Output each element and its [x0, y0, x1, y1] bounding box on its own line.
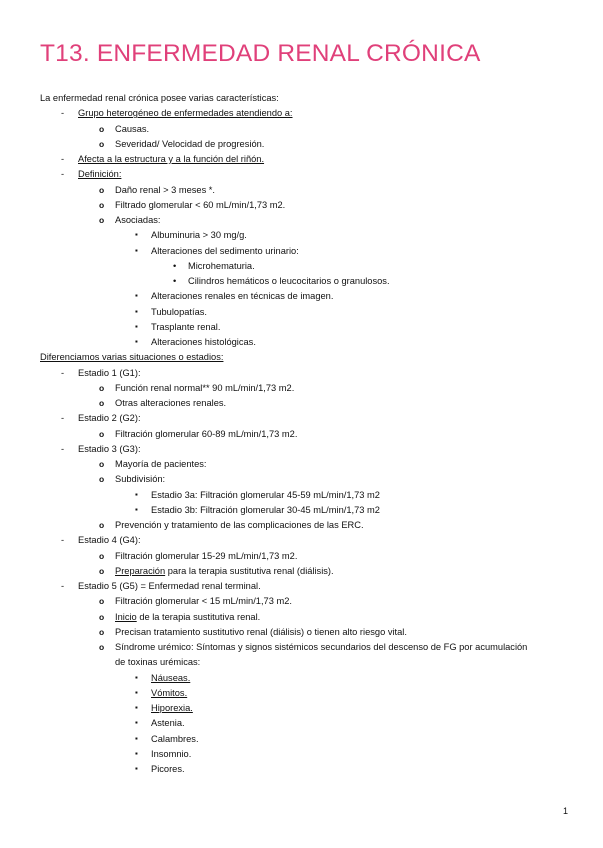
outline-line-level-1 — [61, 580, 261, 592]
outline-text: La enfermedad renal crónica posee varias características: — [40, 93, 279, 103]
outline-text: para la terapia sustitutiva renal (diálisis). — [167, 565, 334, 576]
outline-line-level-3 — [135, 748, 192, 760]
dash-bullet-icon: - — [61, 581, 65, 591]
outline-line-level-2 — [115, 656, 200, 668]
outline-text: Estadio 3 (G3): — [78, 443, 141, 454]
outline-text: Trasplante renal. — [151, 321, 221, 332]
outline-text: Estadio 3a: Filtración glomerular 45-59 mL/min/1,73 m2 — [151, 489, 380, 500]
outline-text: Otras alteraciones renales. — [115, 398, 227, 408]
dash-bullet-icon: - — [61, 413, 65, 424]
outline-line-level-2 — [99, 397, 227, 409]
outline-text: Filtración glomerular 60-89 mL/min/1,73 m2. — [115, 428, 298, 439]
circle-bullet-icon: o — [99, 184, 105, 195]
dash-bullet-icon: - — [61, 154, 65, 164]
square-bullet-icon: ▪ — [135, 306, 138, 316]
outline-line-level-3 — [135, 321, 221, 333]
outline-text: Alteraciones renales en técnicas de imagen. — [151, 291, 334, 302]
outline-line-level-2 — [99, 595, 292, 607]
outline-text: Afecta a la estructura y a la función del riñón. — [78, 154, 265, 164]
outline-text: Filtración glomerular 15-29 mL/min/1,73 m2. — [115, 550, 298, 561]
outline-line-level-3 — [135, 702, 193, 714]
outline-line-level-3 — [135, 504, 380, 516]
outline-line-level-2 — [99, 611, 261, 623]
outline-line-level-3 — [135, 733, 199, 745]
circle-bullet-icon: o — [99, 199, 105, 210]
outline-text: Estadio 3b: Filtración glomerular 30-45 mL/min/1,73 m2 — [151, 504, 380, 515]
dash-bullet-icon: - — [61, 169, 65, 180]
circle-bullet-icon: o — [99, 428, 105, 439]
square-bullet-icon: ▪ — [135, 504, 138, 514]
outline-text: Tubulopatías. — [151, 306, 207, 317]
outline-line-level-2 — [99, 199, 286, 211]
outline-line-level-3 — [135, 290, 334, 302]
outline-line-level-3 — [135, 687, 188, 699]
outline-text: Picores. — [151, 764, 185, 774]
dash-bullet-icon: - — [61, 367, 65, 378]
circle-bullet-icon: o — [99, 138, 105, 149]
dash-bullet-icon: - — [61, 535, 65, 546]
outline-line-level-2 — [99, 473, 166, 485]
outline-line-level-2 — [99, 428, 298, 440]
outline-line-level-2 — [99, 641, 528, 653]
outline-text: Insomnio. — [151, 748, 192, 759]
outline-text: de toxinas urémicas: — [115, 657, 201, 668]
outline-line-level-3 — [135, 229, 247, 241]
outline-text: Diferenciamos varias situaciones o estadios: — [40, 352, 224, 363]
outline-line-level-3 — [135, 763, 185, 775]
outline-line-level-3 — [135, 306, 207, 318]
outline-line-level-1 — [61, 153, 265, 165]
circle-bullet-icon: o — [99, 215, 105, 225]
circle-bullet-icon: o — [99, 642, 105, 652]
outline-line-level-0 — [40, 92, 279, 104]
outline-line-level-2 — [99, 550, 298, 562]
outline-line-level-2 — [99, 565, 334, 577]
outline-text: Cilindros hemáticos o leucocitarios o granulosos. — [188, 276, 390, 286]
outline-text: Astenia. — [151, 718, 185, 729]
outline-line-level-2 — [99, 123, 150, 135]
underlined-lead: Inicio — [115, 611, 137, 622]
outline-text: Filtrado glomerular < 60 mL/min/1,73 m2. — [115, 199, 286, 210]
outline-line-level-3 — [135, 245, 299, 257]
outline-text: Severidad/ Velocidad de progresión. — [115, 138, 265, 149]
outline-line-level-3 — [135, 336, 256, 348]
outline-line-level-1 — [61, 367, 141, 379]
square-bullet-icon: ▪ — [135, 687, 138, 697]
outline-text: Causas. — [115, 123, 150, 134]
underlined-lead: Preparación — [115, 565, 166, 576]
circle-bullet-icon: o — [99, 565, 105, 576]
outline-text: Microhematuria. — [188, 260, 255, 271]
outline-text: Estadio 2 (G2): — [78, 413, 141, 424]
square-bullet-icon: ▪ — [135, 245, 138, 255]
outline-line-level-1 — [61, 443, 141, 455]
circle-bullet-icon: o — [99, 626, 105, 637]
outline-text: Albuminuria > 30 mg/g. — [151, 230, 247, 241]
outline-text: Daño renal > 3 meses *. — [115, 184, 215, 195]
outline-line-level-2 — [99, 626, 407, 638]
outline-line-level-4 — [173, 260, 255, 272]
outline-text: Asociadas: — [115, 215, 161, 225]
circle-bullet-icon: o — [99, 596, 105, 607]
outline-text: Vómitos. — [151, 687, 188, 698]
outline-line-level-0 — [40, 351, 223, 363]
outline-text: Función renal normal** 90 mL/min/1,73 m2. — [115, 382, 295, 393]
outline-text: Alteraciones del sedimento urinario: — [151, 245, 299, 256]
circle-bullet-icon: o — [99, 520, 105, 530]
dash-bullet-icon: - — [61, 443, 65, 454]
circle-bullet-icon: o — [99, 398, 105, 408]
outline-line-level-1 — [61, 107, 293, 119]
outline-line-level-2 — [99, 184, 215, 196]
page-title: T13. ENFERMEDAD RENAL CRÓNICA — [40, 40, 481, 67]
outline-text: Síndrome urémico: Síntomas y signos sistémicos secundarios del descenso de FG por acumulación — [115, 642, 528, 652]
square-bullet-icon: ▪ — [135, 748, 138, 758]
outline-line-level-2 — [99, 519, 364, 531]
outline-text: de la terapia sustitutiva renal. — [139, 611, 261, 622]
square-bullet-icon: ▪ — [135, 230, 138, 240]
outline-line-level-1 — [61, 534, 141, 546]
dot-bullet-icon: • — [173, 260, 177, 271]
outline-line-level-3 — [135, 672, 191, 684]
outline-text: Estadio 4 (G4): — [78, 535, 141, 546]
outline-text: Alteraciones histológicas. — [151, 337, 256, 347]
outline-line-level-3 — [135, 489, 380, 501]
square-bullet-icon: ▪ — [135, 337, 138, 346]
outline-text: Precisan tratamiento sustitutivo renal (diálisis) o tienen alto riesgo vital. — [115, 626, 407, 637]
outline-line-level-2 — [99, 214, 161, 226]
circle-bullet-icon: o — [99, 550, 105, 561]
square-bullet-icon: ▪ — [135, 733, 138, 743]
outline-text: Subdivisión: — [115, 474, 166, 485]
outline-text: Estadio 5 (G5) = Enfermedad renal terminal. — [78, 581, 261, 591]
outline-text: Prevención y tratamiento de las complicaciones de las ERC. — [115, 520, 364, 530]
outline-line-level-1 — [61, 412, 141, 424]
outline-line-level-2 — [99, 382, 295, 394]
dot-bullet-icon: • — [173, 276, 177, 286]
circle-bullet-icon: o — [99, 474, 105, 485]
outline-text: Mayoría de pacientes: — [115, 459, 207, 469]
square-bullet-icon: ▪ — [135, 291, 138, 301]
outline-line-level-2 — [99, 138, 265, 150]
square-bullet-icon: ▪ — [135, 489, 138, 499]
circle-bullet-icon: o — [99, 459, 105, 469]
outline-text: Estadio 1 (G1): — [78, 367, 141, 378]
outline-line-level-1 — [61, 168, 122, 180]
outline-text: Hiporexia. — [151, 703, 193, 713]
circle-bullet-icon: o — [99, 611, 105, 622]
square-bullet-icon: ▪ — [135, 718, 138, 728]
square-bullet-icon: ▪ — [135, 764, 138, 773]
outline-text: Filtración glomerular < 15 mL/min/1,73 m2. — [115, 596, 292, 607]
square-bullet-icon: ▪ — [135, 672, 138, 682]
circle-bullet-icon: o — [99, 382, 105, 393]
square-bullet-icon: ▪ — [135, 703, 138, 712]
page-number: 1 — [562, 806, 568, 816]
circle-bullet-icon: o — [99, 123, 105, 134]
outline-line-level-2 — [99, 458, 207, 470]
dash-bullet-icon: - — [61, 108, 65, 119]
outline-line-level-4 — [173, 275, 390, 287]
square-bullet-icon: ▪ — [135, 321, 138, 331]
outline-text: Calambres. — [151, 733, 199, 744]
outline-text: Náuseas. — [151, 672, 191, 683]
outline-line-level-3 — [135, 717, 185, 729]
outline-text: Grupo heterogéneo de enfermedades atendiendo a: — [78, 108, 293, 119]
outline-text: Definición: — [78, 169, 122, 180]
